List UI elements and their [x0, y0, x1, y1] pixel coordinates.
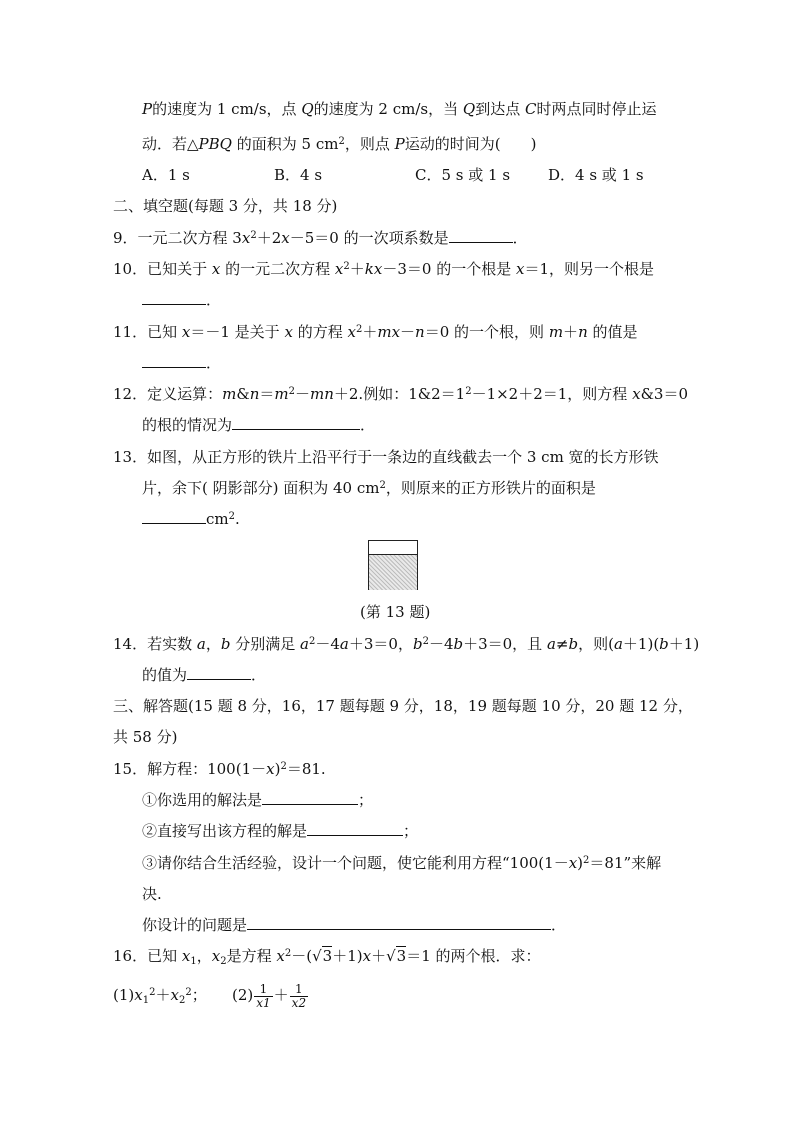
question-16: 16．已知 $x_1$，$x_2$是方程 $x^2-(√3+1)x+√3=1$ 的两个根．求： — [113, 947, 541, 967]
section-3-title: 三、解答题(15 题 8 分，16，17 题每题 9 分，18，19 题每题 10 分，20 题 12 分， — [113, 697, 693, 715]
question-13-line2: 片，余下( 阴影部分) 面积为 40 $cm^2$，则原来的正方形铁片的面积是 — [142, 479, 596, 497]
answer-blank[interactable] — [449, 228, 513, 243]
q8-option-d: D．4 s 或 1 s — [548, 166, 644, 184]
question-12: 12．定义运算：$m\&n=m^2-mn+2$.例如：$1\&2=1^2-1\times 2+2=1$，则方程 x&3＝0 — [113, 385, 689, 403]
question-10: 10．已知关于 x 的一元二次方程 $x^2+kx-3=0$ 的一个根是 x＝1，则另一个根是 — [113, 260, 654, 278]
question-12-line2: 的根的情况为 ． — [142, 416, 376, 434]
q8-option-b: B．4 s — [274, 166, 323, 184]
question-11: 11．已知 x＝－1 是关于 x 的方程 $x^2+mx-n=0$ 的一个根，则 m＋n 的值是 — [113, 323, 638, 341]
question-15-part1: ①你选用的解法是 ； — [142, 791, 374, 809]
answer-blank[interactable] — [142, 353, 206, 368]
answer-blank[interactable] — [142, 509, 206, 524]
question-15-part3: ③请你结合生活经验，设计一个问题，使它能利用方程“$100(1-x)^2=81$”来解 — [142, 854, 662, 872]
fraction-1: $\frac{1}{x1}$ — [256, 981, 271, 1010]
answer-blank[interactable] — [307, 821, 403, 836]
question-15: 15．解方程：$100(1-x)^2=81$. — [113, 760, 326, 778]
question-13: 13．如图，从正方形的铁片上沿平行于一条边的直线截去一个 3 cm 宽的长方形铁 — [113, 448, 659, 466]
cut-strip — [369, 541, 417, 555]
section-3-title-line2: 共 58 分) — [113, 728, 178, 746]
question-13-line3: $cm^2$. — [142, 509, 240, 529]
q8-option-c: C．5 s 或 1 s — [415, 166, 511, 184]
question-10-line2: ． — [142, 290, 221, 310]
q8-line1: P的速度为 1 cm/s，点 Q的速度为 2 cm/s，当 Q到达点 C时两点同时停止运 — [142, 100, 657, 118]
answer-blank[interactable] — [142, 290, 206, 305]
answer-blank[interactable] — [262, 790, 358, 805]
figure-13-caption: (第 13 题) — [360, 603, 431, 621]
section-2-title: 二、填空题(每题 3 分，共 18 分) — [113, 197, 338, 215]
square-iron-sheet-figure — [368, 540, 418, 590]
shaded-remaining-area — [369, 555, 417, 590]
question-11-line2: ． — [142, 353, 221, 373]
question-15-part4: 你设计的问题是 ． — [142, 916, 567, 934]
answer-blank[interactable] — [187, 665, 251, 680]
question-15-part3-line2: 决. — [142, 885, 162, 903]
answer-blank[interactable] — [247, 915, 551, 930]
answer-blank[interactable] — [232, 415, 360, 430]
question-16-part1: $(1)x_1^2+x_2^2$； — [113, 986, 207, 1006]
question-14: 14．若实数 a，b 分别满足 $a^2-4a+3=0$，$b^2-4b+3=0$，且 a≠b，则(a＋1)(b＋1) — [113, 635, 700, 653]
question-16-part2: (2) $\frac{1}{x1}$ ＋ $\frac{1}{x2}$ — [232, 981, 307, 1010]
question-9: 9．一元二次方程 $3x^2+2x-5=0$ 的一次项系数是 ． — [113, 229, 528, 247]
fraction-2: $\frac{1}{x2}$ — [291, 981, 307, 1010]
q8-option-a: A．1 s — [142, 166, 190, 184]
q8-line2: 动．若△PBQ 的面积为 5 $cm^2$，则点 P运动的时间为( ) — [142, 135, 537, 153]
question-15-part2: ②直接写出该方程的解是 ； — [142, 822, 419, 840]
question-14-line2: 的值为 ． — [142, 666, 267, 684]
